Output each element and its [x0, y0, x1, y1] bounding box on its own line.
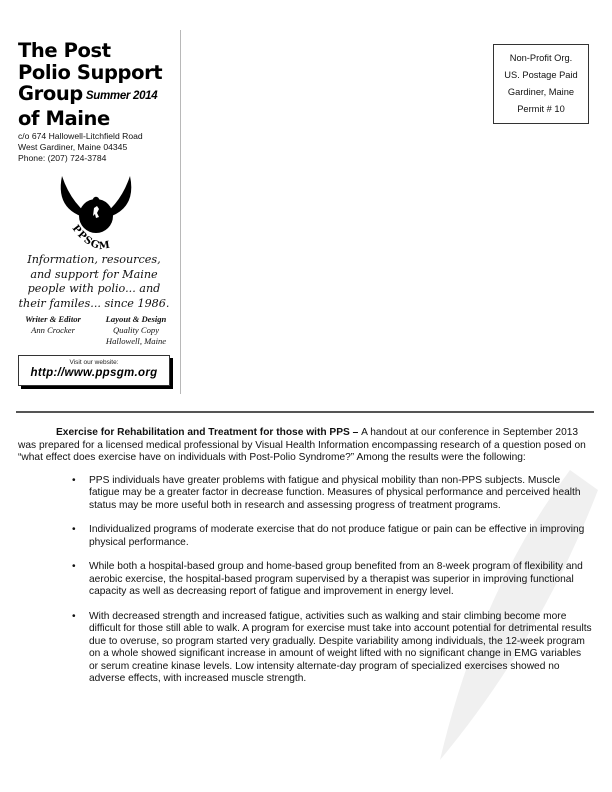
title-line-3	[18, 83, 178, 108]
list-item	[18, 611, 592, 686]
layout-location: Hallowell, Maine	[105, 336, 167, 346]
layout-title: Layout & Design	[105, 314, 167, 324]
article-intro	[18, 427, 592, 465]
tagline-line: Information, resources,	[27, 253, 161, 266]
website-label: Visit our website:	[69, 359, 119, 366]
address-line: West Gardiner, Maine 04345	[18, 142, 128, 152]
list-item	[18, 561, 592, 599]
writer-name: Ann Crocker	[31, 325, 75, 335]
article-intro-text: A handout at our conference in September 2013 was prepared for a licensed medical professional by Visual Health Information encompassing research of a question posed on “what effect does exercise have on individuals with Post-Polio Syndrome?” Among the results were the following:	[18, 427, 586, 463]
issue-label: Summer 2014	[85, 90, 158, 102]
tagline-line: people with polio... and	[27, 282, 161, 295]
column-divider	[180, 30, 181, 394]
section-rule	[16, 411, 594, 413]
tagline-line: and support for Maine	[30, 267, 158, 281]
tagline-line: their familes... since 1986.	[18, 296, 170, 310]
logo-text: PPSGM	[69, 223, 112, 253]
bullet-icon: •	[72, 561, 76, 572]
title-line-1: The Post	[18, 39, 111, 62]
list-item-text: PPS individuals have greater problems with fatigue and physical mobility than non-PPS subjects. Muscle fatigue may be a greater factor in decrease function. Measures of physical performance and perceived health status may be more useful both in research and assessing progress of treatment programs.	[89, 474, 581, 511]
postage-line: Gardiner, Maine	[507, 87, 575, 97]
writer-credit	[16, 314, 90, 336]
layout-name: Quality Copy	[112, 325, 160, 335]
newsletter-title	[18, 40, 178, 129]
article	[18, 427, 592, 698]
postage-line: Non-Profit Org.	[509, 53, 573, 63]
title-line-2: Polio Support	[18, 60, 163, 84]
layout-credit	[98, 314, 174, 347]
findings-list	[18, 475, 592, 686]
website-box	[18, 355, 170, 386]
list-item-text: With decreased strength and increased fatigue, activities such as walking and stair climbing become more difficult for those still able to walk. A program for exercise must take into account potential for detrimental results due to overuse, so program started very gradually. Despite variability among individuals, the 12-week program on a whole showed significant increase in amount of weight lifted with no significant change in EMG variables or serum creatine kinase levels. Low intensity alternate-day program of specialized exercises showed no adverse effects, with increased muscle strength.	[89, 610, 592, 684]
postage-line: Permit # 10	[517, 104, 565, 114]
bullet-icon: •	[72, 610, 76, 622]
postage-line: US. Postage Paid	[504, 70, 578, 80]
phone-line: Phone: (207) 724-3784	[18, 153, 107, 163]
website-link[interactable]: http://www.ppsgm.org	[30, 367, 158, 379]
list-item	[18, 475, 592, 513]
writer-title: Writer & Editor	[25, 314, 81, 324]
list-item	[18, 524, 592, 549]
list-item-text: Individualized programs of moderate exercise that do not produce fatigue or pain can be effective in improving physical performance.	[89, 524, 585, 548]
ppsgm-logo	[52, 170, 140, 258]
tagline	[14, 253, 174, 311]
bullet-icon: •	[72, 524, 76, 535]
title-line-4: of Maine	[18, 106, 110, 130]
list-item-text: While both a hospital-based group and home-based group benefited from an 8-week program of flexibility and aerobic exercise, the hospital-based program supervised by a therapist was superior in improving functional capacity as well as decreasing report of fatigue and improvement in energy level.	[89, 561, 583, 597]
title-line-3-text: Group	[18, 82, 83, 105]
article-heading: Exercise for Rehabilitation and Treatment for those with PPS –	[56, 427, 362, 438]
address-line: c/o 674 Hallowell-Litchfield Road	[18, 131, 143, 141]
bullet-icon: •	[72, 474, 76, 486]
mailing-address	[18, 131, 178, 164]
postage-indicia	[493, 44, 589, 124]
